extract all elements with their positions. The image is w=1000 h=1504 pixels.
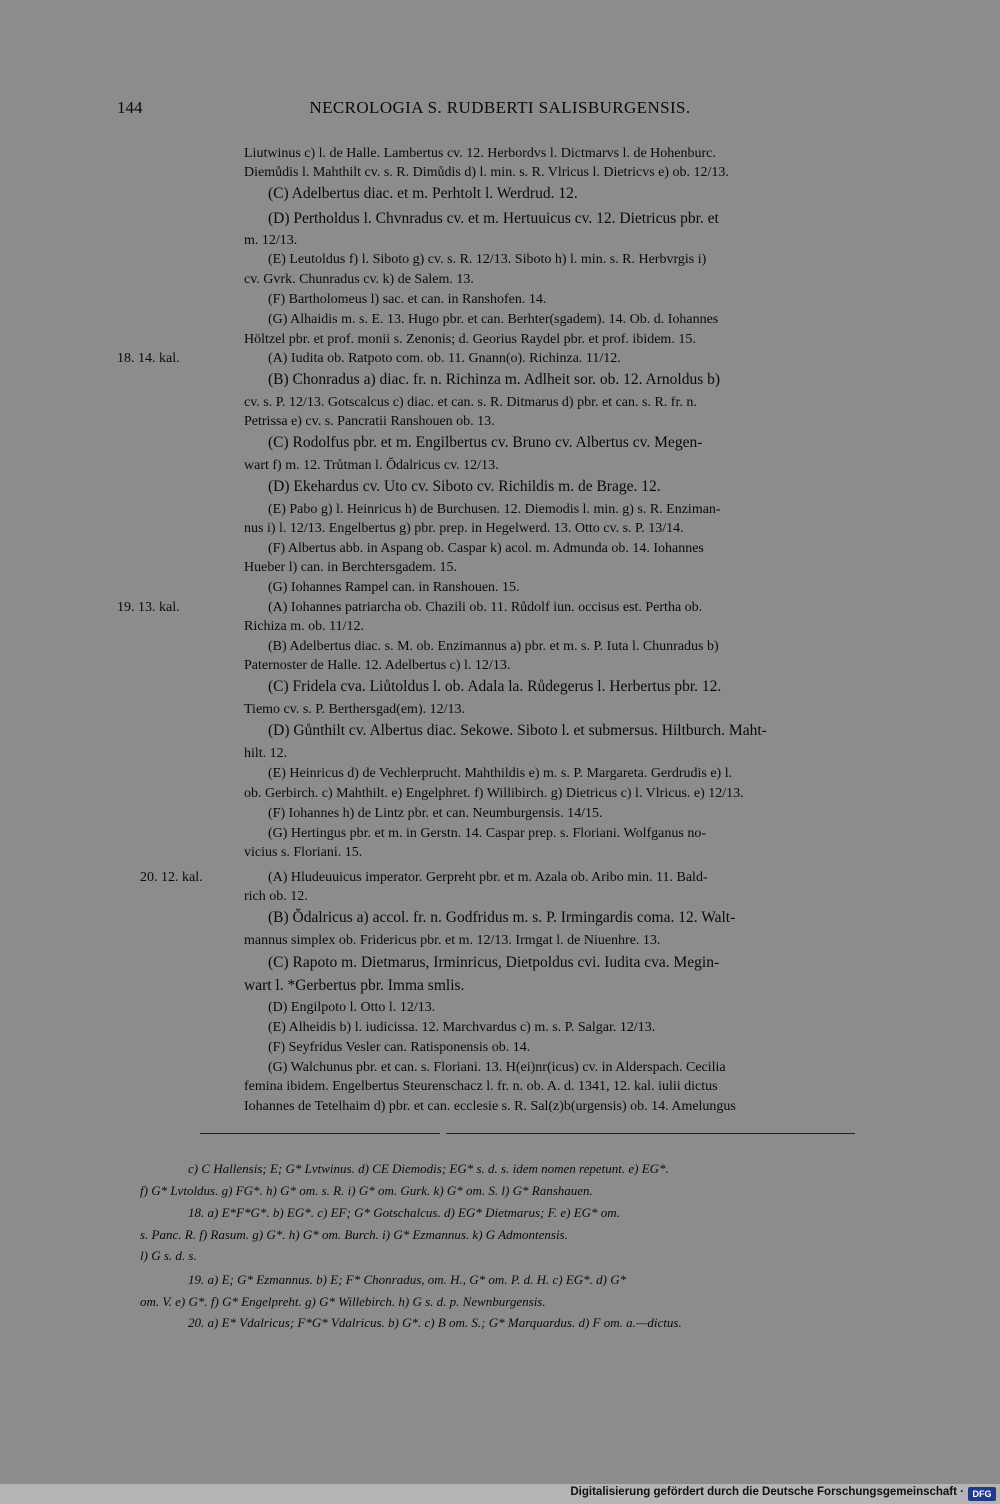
body-line: cv. Gvrk. Chunradus cv. k) de Salem. 13. xyxy=(244,272,474,287)
body-line: Höltzel pbr. et prof. monii s. Zenonis; d. Georius Raydel pbr. et prof. ibidem. 15. xyxy=(244,332,696,347)
body-line: Diemůdis l. Mahthilt cv. s. R. Dimůdis d) l. min. s. R. Vlricus l. Dietricvs e) ob. 12/13. xyxy=(244,165,729,180)
margin-date: 20. 12. kal. xyxy=(140,870,203,885)
body-line: (G) Iohannes Rampel can. in Ranshouen. 15. xyxy=(268,580,520,595)
dfg-logo: DFG xyxy=(968,1487,996,1501)
funding-notice: Digitalisierung gefördert durch die Deutsche Forschungsgemeinschaft · xyxy=(570,1486,964,1498)
body-line: m. 12/13. xyxy=(244,233,298,248)
body-line: (B) Chonradus a) diac. fr. n. Richinza m. Adlheit sor. ob. 12. Arnoldus b) xyxy=(268,371,721,388)
body-line: (F) Seyfridus Vesler can. Ratisponensis ob. 14. xyxy=(268,1040,531,1055)
body-line: Iohannes de Tetelhaim d) pbr. et can. ecclesie s. R. Sal(z)b(urgensis) ob. 14. Amelungus xyxy=(244,1099,736,1114)
body-line: (G) Alhaidis m. s. E. 13. Hugo pbr. et can. Berhter(sgadem). 14. Ob. d. Iohannes xyxy=(268,312,719,327)
body-line: (D) Engilpoto l. Otto l. 12/13. xyxy=(268,1000,436,1015)
margin-date: 19. 13. kal. xyxy=(117,600,180,615)
body-line: wart f) m. 12. Trůtman l. Ŏdalricus cv. 12/13. xyxy=(244,458,499,473)
footnote-line: c) C Hallensis; E; G* Lvtwinus. d) CE Diemodis; EG* s. d. s. idem nomen repetunt. e) EG*. xyxy=(188,1161,669,1176)
body-line: hilt. 12. xyxy=(244,746,288,761)
body-line: (E) Leutoldus f) l. Siboto g) cv. s. R. 12/13. Siboto h) l. min. s. R. Herbvrgis i) xyxy=(268,252,707,267)
body-line: femina ibidem. Engelbertus Steurenschacz l. fr. n. ob. A. d. 1341, 12. kal. iulii dictus xyxy=(244,1079,718,1094)
body-line: Liutwinus c) l. de Halle. Lambertus cv. 12. Herbordvs l. Dictmarvs l. de Hohenburc. xyxy=(244,146,716,161)
body-line: (F) Iohannes h) de Lintz pbr. et can. Neumburgensis. 14/15. xyxy=(268,806,603,821)
body-line: vicius s. Floriani. 15. xyxy=(244,845,363,860)
footnote-line: l) G s. d. s. xyxy=(140,1248,197,1263)
margin-date: 18. 14. kal. xyxy=(117,351,180,366)
page-title: NECROLOGIA S. RUDBERTI SALISBURGENSIS. xyxy=(309,98,691,117)
body-line: (D) Gůnthilt cv. Albertus diac. Sekowe. Siboto l. et submersus. Hiltburch. Maht- xyxy=(268,722,767,739)
body-line: (F) Bartholomeus l) sac. et can. in Ranshofen. 14. xyxy=(268,292,547,307)
body-line: Richiza m. ob. 11/12. xyxy=(244,619,365,634)
body-line: (E) Heinricus d) de Vechlerprucht. Mahthildis e) m. s. P. Margareta. Gerdrudis e) l. xyxy=(268,766,733,781)
body-line: Hueber l) can. in Berchtersgadem. 15. xyxy=(244,560,458,575)
body-line: (C) Rapoto m. Dietmarus, Irminricus, Dietpoldus cvi. Iudita cva. Megin- xyxy=(268,954,720,971)
footnote-line: s. Panc. R. f) Rasum. g) G*. h) G* om. Burch. i) G* Ezmannus. k) G Admontensis. xyxy=(140,1227,568,1242)
body-line: (G) Walchunus pbr. et can. s. Floriani. 13. H(ei)nr(icus) cv. in Alderspach. Cecilia xyxy=(268,1060,726,1075)
body-line: (G) Hertingus pbr. et m. in Gerstn. 14. Caspar prep. s. Floriani. Wolfganus no- xyxy=(268,826,706,841)
body-line: (A) Iudita ob. Ratpoto com. ob. 11. Gnann(o). Richinza. 11/12. xyxy=(268,351,621,366)
body-line: cv. s. P. 12/13. Gotscalcus c) diac. et can. s. R. Ditmarus d) pbr. et can. s. R. fr. n. xyxy=(244,395,697,410)
page-number: 144 xyxy=(117,98,143,117)
body-line: mannus simplex ob. Fridericus pbr. et m. 12/13. Irmgat l. de Niuenhre. 13. xyxy=(244,933,661,948)
footnote-line: 19. a) E; G* Ezmannus. b) E; F* Chonradus, om. H., G* om. P. d. H. c) EG*. d) G* xyxy=(188,1272,627,1287)
footnote-line: 20. a) E* Vdalricus; F*G* Vdalricus. b) G*. c) B om. S.; G* Marquardus. d) F om. a.—dictus. xyxy=(188,1315,682,1330)
body-line: (F) Albertus abb. in Aspang ob. Caspar k) acol. m. Admunda ob. 14. Iohannes xyxy=(268,541,704,556)
body-line: (D) Ekehardus cv. Uto cv. Siboto cv. Richildis m. de Brage. 12. xyxy=(268,478,661,495)
body-line: (E) Alheidis b) l. iudicissa. 12. Marchvardus c) m. s. P. Salgar. 12/13. xyxy=(268,1020,656,1035)
body-line: ob. Gerbirch. c) Mahthilt. e) Engelphret. f) Willibirch. g) Dietricus c) l. Vlricus. e) 12/13. xyxy=(244,786,744,801)
funding-footer xyxy=(0,1484,1000,1504)
body-line: rich ob. 12. xyxy=(244,889,308,904)
footnote-line: 18. a) E*F*G*. b) EG*. c) EF; G* Gotschalcus. d) EG* Dietmarus; F. e) EG* om. xyxy=(188,1205,620,1220)
body-line: Tiemo cv. s. P. Berthersgad(em). 12/13. xyxy=(244,702,465,717)
body-line: (C) Fridela cva. Liůtoldus l. ob. Adala la. Růdegerus l. Herbertus pbr. 12. xyxy=(268,678,722,695)
page-header xyxy=(0,98,1000,122)
body-line: (B) Ŏdalricus a) accol. fr. n. Godfridus m. s. P. Irmingardis coma. 12. Walt- xyxy=(268,909,736,926)
body-line: Petrissa e) cv. s. Pancratii Ranshouen ob. 13. xyxy=(244,414,495,429)
footnote-separator xyxy=(200,1133,855,1134)
body-line: (A) Hludeuuicus imperator. Gerpreht pbr. et m. Azala ob. Aribo min. 11. Bald- xyxy=(268,870,708,885)
body-line: (D) Pertholdus l. Chvnradus cv. et m. Hertuuicus cv. 12. Dietricus pbr. et xyxy=(268,210,719,227)
body-line: (A) Iohannes patriarcha ob. Chazili ob. 11. Růdolf iun. occisus est. Pertha ob. xyxy=(268,600,703,615)
body-line: wart l. *Gerbertus pbr. Imma smlis. xyxy=(244,977,465,994)
footnote-line: f) G* Lvtoldus. g) FG*. h) G* om. s. R. i) G* om. Gurk. k) G* om. S. l) G* Ranshauen. xyxy=(140,1183,593,1198)
body-line: (B) Adelbertus diac. s. M. ob. Enzimannus a) pbr. et m. s. P. Iuta l. Chunradus b) xyxy=(268,639,719,654)
body-line: (C) Adelbertus diac. et m. Perhtolt l. Werdrud. 12. xyxy=(268,185,578,202)
body-line: (E) Pabo g) l. Heinricus h) de Burchusen. 12. Diemodis l. min. g) s. R. Enziman- xyxy=(268,502,721,517)
body-line: Paternoster de Halle. 12. Adelbertus c) l. 12/13. xyxy=(244,658,511,673)
body-line: (C) Rodolfus pbr. et m. Engilbertus cv. Bruno cv. Albertus cv. Megen- xyxy=(268,434,703,451)
footnote-line: om. V. e) G*. f) G* Engelpreht. g) G* Willebirch. h) G s. d. p. Newnburgensis. xyxy=(140,1294,546,1309)
body-line: nus i) l. 12/13. Engelbertus g) pbr. prep. in Hegelwerd. 13. Otto cv. s. P. 13/14. xyxy=(244,521,684,536)
